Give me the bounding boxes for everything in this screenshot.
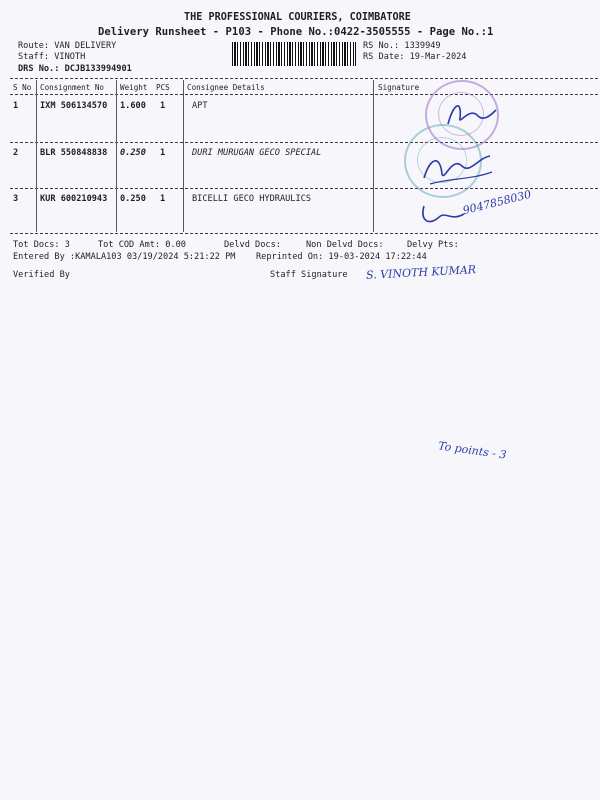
signature-row-3: [418, 196, 468, 232]
table-row-consignment: BLR 550848838: [40, 148, 108, 158]
delivered-docs: Delvd Docs:: [224, 240, 281, 250]
table-row-weight: 0.250: [120, 194, 146, 204]
route-label: Route: VAN DELIVERY: [18, 41, 117, 51]
row-divider-2: [10, 188, 598, 189]
col-divider: [116, 80, 117, 232]
col-header-consignee: Consignee Details: [187, 83, 265, 92]
staff-label: Staff: VINOTH: [18, 52, 86, 62]
non-delivered-docs: Non Delvd Docs:: [306, 240, 384, 250]
runsheet-subtitle: Delivery Runsheet - P103 - Phone No.:0422-3505555 - Page No.:1: [98, 26, 494, 38]
total-docs: Tot Docs: 3: [13, 240, 70, 250]
barcode-image: [232, 42, 356, 66]
col-header-sno: S No: [13, 83, 32, 92]
col-divider: [373, 80, 374, 232]
handwritten-note: To points - 3: [437, 439, 508, 462]
table-row-sno: 3: [13, 194, 19, 204]
signature-row-1: [440, 96, 500, 132]
col-header-signature: Signature: [378, 83, 420, 92]
col-header-consignment: Consignment No: [40, 83, 105, 92]
table-row-consignee: DURI MURUGAN GECO SPECIAL: [192, 148, 322, 158]
table-row-sno: 2: [13, 148, 19, 158]
table-header-rule: [10, 94, 598, 95]
table-row-consignee: APT: [192, 101, 208, 111]
table-row-consignment: IXM 506134570: [40, 101, 108, 111]
col-divider: [36, 80, 37, 232]
table-row-pcs: 1: [160, 148, 166, 158]
table-row-pcs: 1: [160, 101, 166, 111]
rs-date: RS Date: 19-Mar-2024: [363, 52, 467, 62]
staff-signature-label: Staff Signature: [270, 270, 348, 280]
drs-number: DRS No.: DCJB133994901: [18, 64, 132, 74]
company-title: THE PROFESSIONAL COURIERS, COIMBATORE: [184, 12, 411, 23]
rs-number: RS No.: 1339949: [363, 41, 441, 51]
entered-by: Entered By :KAMALA103 03/19/2024 5:21:22 PM: [13, 252, 236, 262]
table-row-consignment: KUR 600210943: [40, 194, 108, 204]
table-row-weight: 1.600: [120, 101, 146, 111]
table-bottom-rule: [10, 233, 598, 234]
signature-row-2: [420, 148, 500, 188]
table-row-pcs: 1: [160, 194, 166, 204]
row-divider-1: [10, 142, 598, 143]
handwritten-phone: 9047858030: [461, 187, 533, 218]
handwritten-staff-name: S. VINOTH KUMAR: [365, 263, 477, 282]
table-top-rule: [10, 78, 598, 79]
col-header-weight: Weight: [120, 83, 148, 92]
col-header-pcs: PCS: [156, 83, 170, 92]
total-cod-amount: Tot COD Amt: 0.00: [98, 240, 186, 250]
delivery-points: Delvy Pts:: [407, 240, 459, 250]
table-row-weight: 0.250: [120, 148, 146, 158]
col-divider: [183, 80, 184, 232]
table-row-consignee: BICELLI GECO HYDRAULICS: [192, 194, 311, 204]
reprinted-on: Reprinted On: 19-03-2024 17:22:44: [256, 252, 427, 262]
table-row-sno: 1: [13, 101, 19, 111]
verified-by-label: Verified By: [13, 270, 70, 280]
